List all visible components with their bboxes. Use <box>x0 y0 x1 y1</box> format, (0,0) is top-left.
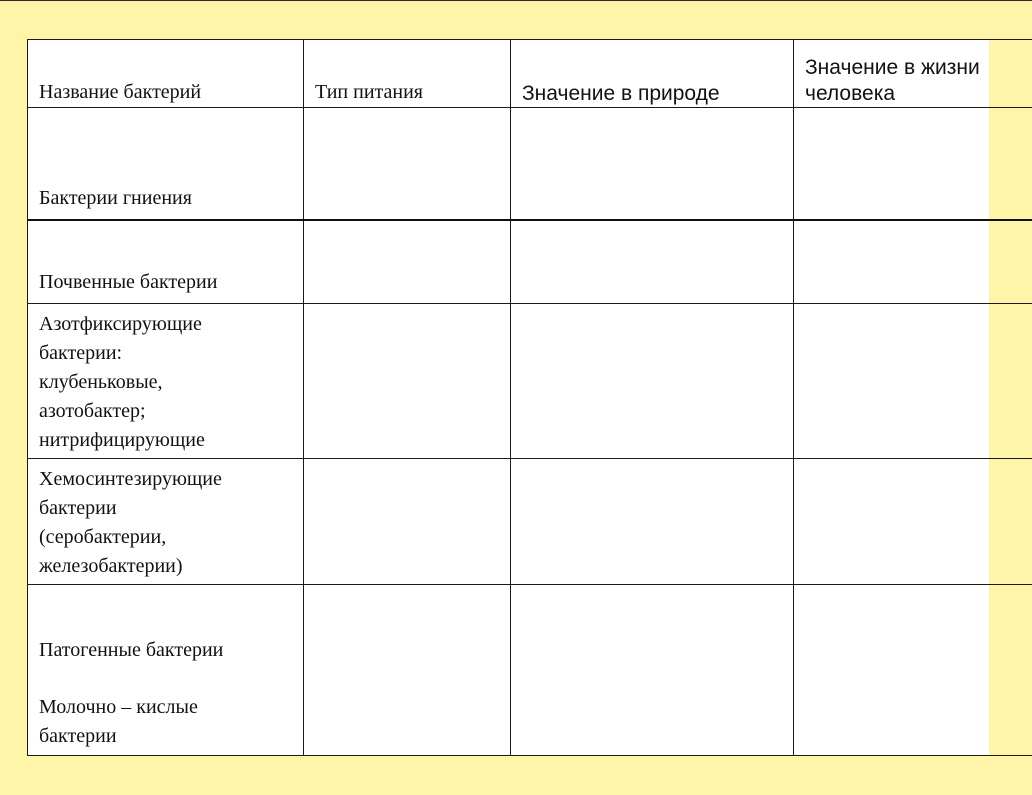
row-name-cell: Хемосинтезирующие бактерии (серобактерии, железобактерии) <box>28 459 304 585</box>
empty-cell <box>794 459 1032 585</box>
row-name-cell: Азотфиксирующие бактерии: клубеньковые, азотобактер; нитрифицирующие <box>28 304 304 459</box>
row-name-cell <box>28 585 304 756</box>
empty-cell <box>511 220 794 304</box>
line-gap <box>39 665 292 693</box>
table-row <box>28 585 1032 756</box>
table-header-row <box>28 40 1032 108</box>
empty-cell <box>304 304 511 459</box>
table-row <box>28 304 1032 459</box>
empty-cell <box>794 108 1032 220</box>
empty-cell <box>794 585 1032 756</box>
empty-cell <box>511 585 794 756</box>
header-nature: Значение в природе <box>511 40 794 108</box>
row-name-cell: Почвенные бактерии <box>28 220 304 304</box>
empty-cell <box>794 220 1032 304</box>
table-row <box>28 220 1032 304</box>
empty-cell <box>304 459 511 585</box>
row-name-line-a: Патогенные бактерии <box>39 639 224 661</box>
empty-cell <box>511 304 794 459</box>
row-name-cell: Бактерии гниения <box>28 108 304 220</box>
empty-cell <box>304 220 511 304</box>
table-row <box>28 108 1032 220</box>
empty-cell <box>304 108 511 220</box>
empty-cell <box>304 585 511 756</box>
empty-cell <box>511 459 794 585</box>
row-name-line-b: Молочно – кислые бактерии <box>39 696 198 747</box>
header-human: Значение в жизни человека <box>794 40 1032 108</box>
worksheet-table-area <box>27 39 989 755</box>
header-nutrition: Тип питания <box>304 40 511 108</box>
empty-cell <box>511 108 794 220</box>
header-name: Название бактерий <box>28 40 304 108</box>
table-row <box>28 459 1032 585</box>
bacteria-table <box>27 39 1032 756</box>
empty-cell <box>794 304 1032 459</box>
